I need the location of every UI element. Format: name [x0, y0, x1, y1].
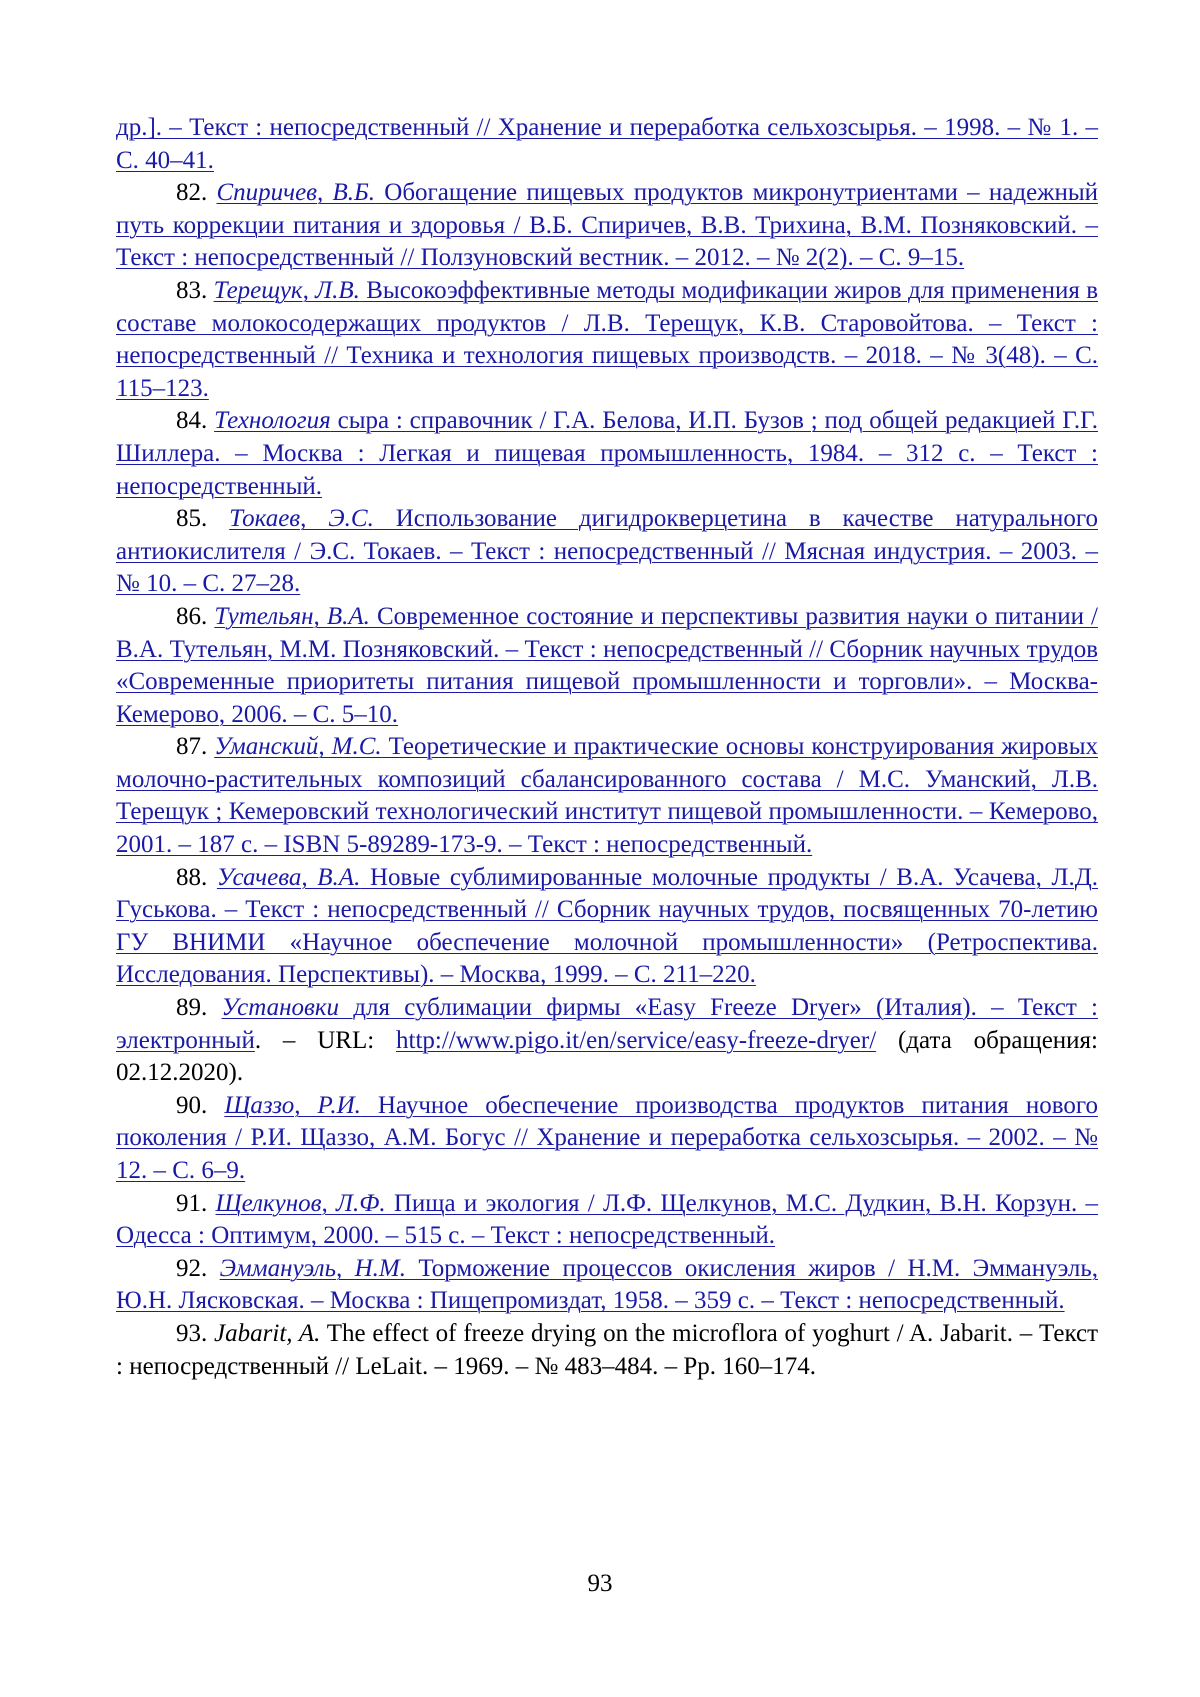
reference-author: Токаев, Э.С.: [229, 505, 374, 533]
reference-link[interactable]: [116, 407, 1098, 499]
reference-text: Обогащение пищевых продуктов микронутриентами – надежный путь коррекции питания и здоровья / В.Б. Спиричев, В.В. Трихина, В.М. Позняковский. – Текст : непосредственный // Ползуновский вестник. – 2012. – № 2(2). – С. 9–15.: [116, 179, 1098, 272]
reference-author: Тутельян, В.А.: [214, 602, 370, 630]
reference-text: The effect of freeze drying on the microflora of yoghurt / A. Jabarit. – Текст : непосредственный // LeLait. – 1969. – № 483–484. – Pp. 160–174.: [116, 1319, 1099, 1380]
reference-link[interactable]: [116, 505, 1098, 597]
reference-link[interactable]: [116, 1190, 1098, 1250]
reference-entry-89: [116, 992, 1098, 1090]
reference-author: Эммануэль, Н.М.: [219, 1254, 406, 1282]
reference-number: 85.: [176, 505, 208, 533]
reference-link[interactable]: др.]. – Текст : непосредственный // Хранение и переработка сельхозсырья. – 1998. – № 1. – С. 40–41.: [116, 114, 1098, 174]
reference-entry-93: [116, 1318, 1098, 1383]
reference-author: Усачева, В.А.: [216, 863, 361, 891]
reference-author: Уманский, М.С.: [214, 733, 382, 761]
reference-url-link[interactable]: http://www.pigo.it/en/service/easy-freeze-dryer/: [396, 1026, 877, 1054]
reference-link[interactable]: [116, 277, 1098, 402]
reference-text: Торможение процессов окисления жиров / Н.М. Эммануэль, Ю.Н. Лясковская. – Москва : Пищепромиздат, 1958. – 359 с. – Текст : непосредственный.: [116, 1254, 1098, 1315]
reference-text: Использование дигидрокверцетина в качестве натурального антиокислителя / Э.С. Токаев. – Текст : непосредственный // Мясная индустрия. – 2003. – № 10. – С. 27–28.: [116, 505, 1098, 598]
reference-access-date: (дата обращения: 02.12.2020).: [116, 1026, 1098, 1087]
reference-author: Установки: [221, 994, 340, 1022]
reference-text: Высокоэффективные методы модификации жиров для применения в составе молокосодержащих продуктов / Л.В. Терещук, К.В. Старовойтова. – Текст : непосредственный // Техника и технология пищевых производств. – 2018. – № 3(48). – С. 115–123.: [116, 276, 1098, 402]
reference-link[interactable]: [116, 603, 1098, 728]
reference-entry-83: [116, 275, 1098, 405]
reference-text: Новые сублимированные молочные продукты / В.А. Усачева, Л.Д. Гуськова. – Текст : непосредственный // Сборник научных трудов, посвященных 70-летию ГУ ВНИМИ «Научное обеспечение молочной промышленности» (Ретроспектива. Исследования. Перспективы). – Москва, 1999. – С. 211–220.: [116, 863, 1099, 989]
reference-author: Щаззо, Р.И.: [224, 1091, 361, 1119]
reference-number: 86.: [176, 602, 208, 630]
reference-number: 91.: [176, 1189, 208, 1217]
reference-number: 92.: [176, 1254, 208, 1282]
reference-author: Спиричев, В.Б.: [216, 179, 376, 207]
reference-entry-87: [116, 731, 1098, 861]
reference-entry-88: [116, 862, 1098, 992]
reference-number: 82.: [176, 179, 208, 207]
reference-number: 88.: [176, 863, 208, 891]
reference-link[interactable]: [116, 179, 1098, 271]
page-number: 93: [587, 1570, 613, 1597]
reference-entry-81-continued: [116, 112, 1098, 177]
reference-number: 87.: [176, 733, 208, 761]
reference-entry-92: [116, 1253, 1098, 1318]
reference-entry-85: [116, 503, 1098, 601]
reference-author: Технология: [214, 407, 331, 435]
reference-link[interactable]: [116, 733, 1098, 858]
reference-link[interactable]: [116, 1255, 1098, 1315]
reference-number: 83.: [176, 276, 208, 304]
reference-number: 90.: [176, 1091, 208, 1119]
reference-number: 84.: [176, 407, 208, 435]
reference-author: Jabarit, A.: [214, 1319, 321, 1347]
reference-number: 93.: [176, 1319, 208, 1347]
reference-text: Теоретические и практические основы конструирования жировых молочно-растительных композиций сбалансированного состава / М.С. Уманский, Л.В. Терещук ; Кемеровский технологический институт пищевой промышленности. – Кемерово, 2001. – 187 с. – ISBN 5-89289-173-9. – Текст : непосредственный.: [116, 733, 1098, 859]
reference-text: Пища и экология / Л.Ф. Щелкунов, М.С. Дудкин, В.Н. Корзун. – Одесса : Оптимум, 2000. – 515 с. – Текст : непосредственный.: [116, 1189, 1099, 1250]
reference-author: Терещук, Л.В.: [213, 276, 360, 304]
reference-entry-86: [116, 601, 1098, 731]
reference-url-label: . – URL:: [254, 1026, 397, 1054]
reference-number: 89.: [176, 994, 208, 1022]
reference-link[interactable]: [116, 1092, 1098, 1184]
reference-entry-90: [116, 1090, 1098, 1188]
reference-text: Современное состояние и перспективы развития науки о питании / В.А. Тутельян, М.М. Позняковский. – Текст : непосредственный // Сборник научных трудов «Современные приоритеты питания пищевой промышленности и торговли». – Москва-Кемерово, 2006. – С. 5–10.: [116, 602, 1098, 728]
reference-link[interactable]: [116, 864, 1098, 989]
reference-list: [116, 112, 1098, 1383]
reference-entry-91: [116, 1188, 1098, 1253]
reference-text: Научное обеспечение производства продуктов питания нового поколения / Р.И. Щаззо, А.М. Богус // Хранение и переработка сельхозсырья. – 2002. – № 12. – С. 6–9.: [116, 1091, 1098, 1184]
reference-entry-82: [116, 177, 1098, 275]
reference-text: сыра : справочник / Г.А. Белова, И.П. Бузов ; под общей редакцией Г.Г. Шиллера. – Москва : Легкая и пищевая промышленность, 1984. – 312 с. – Текст : непосредственный.: [116, 407, 1098, 500]
reference-text: для сублимации фирмы «Easy Freeze Dryer» (Италия). – Текст : электронный: [116, 994, 1099, 1054]
reference-author: Щелкунов, Л.Ф.: [215, 1189, 386, 1217]
reference-entry-84: [116, 405, 1098, 503]
